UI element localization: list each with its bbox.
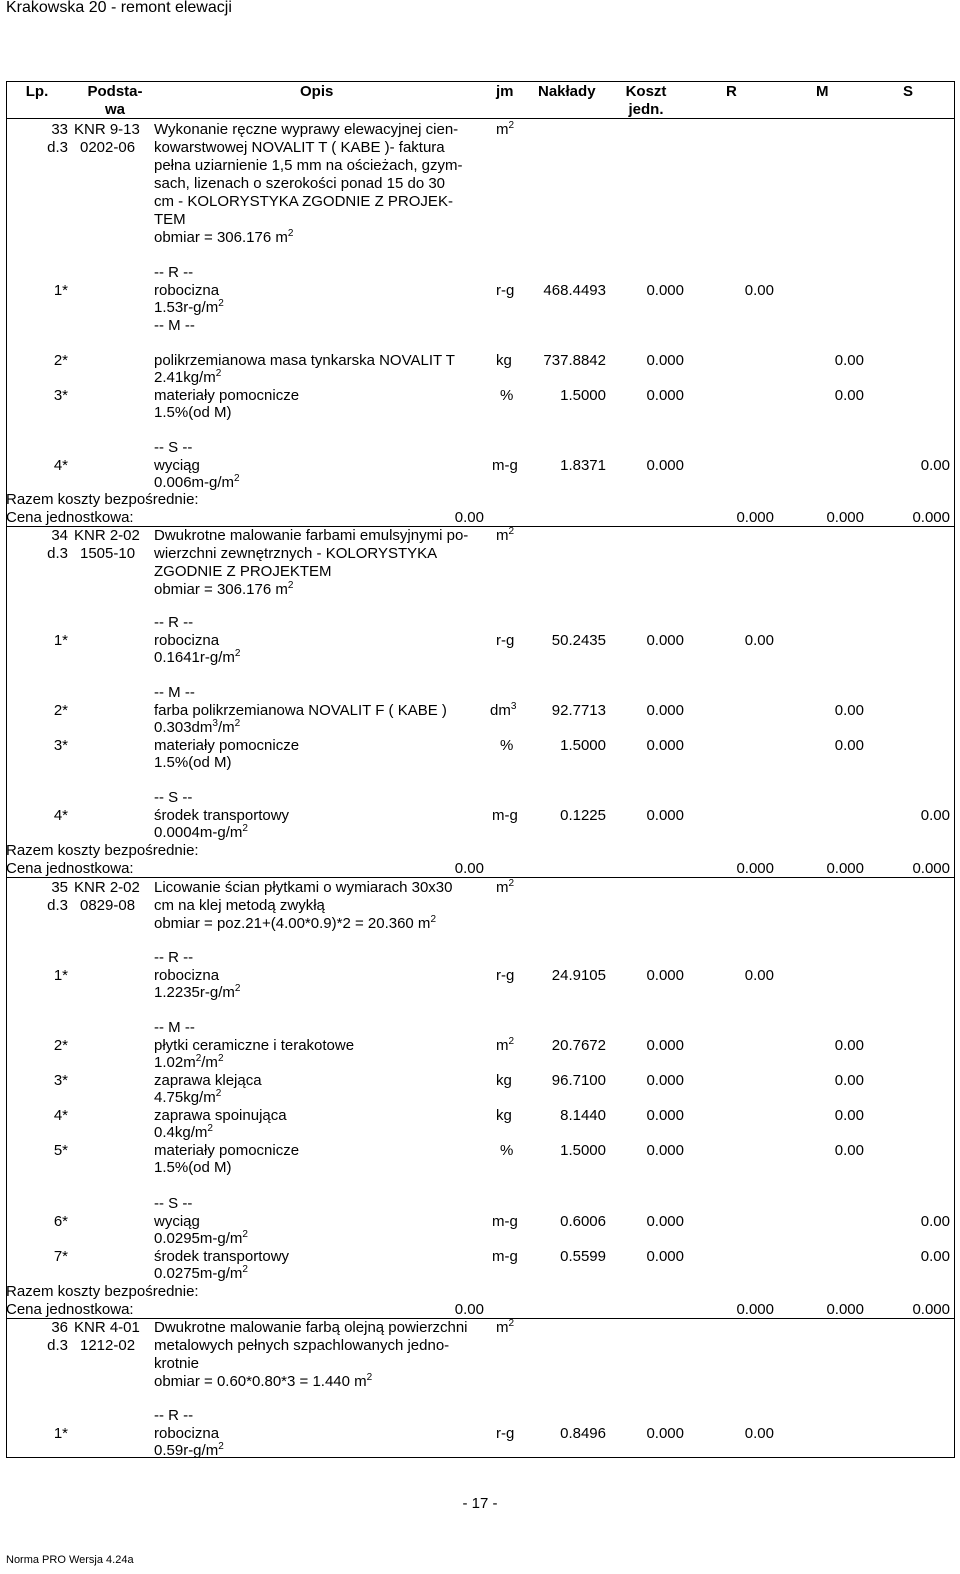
- item-lp: 4*: [53, 457, 68, 474]
- item-name: wyciąg: [154, 457, 200, 474]
- position-number: 33: [51, 121, 68, 138]
- cena-jednostkowa-label: Cena jednostkowa:: [6, 1301, 134, 1318]
- group-header-m: -- M --: [154, 1019, 195, 1036]
- item-name: polikrzemianowa masa tynkarska NOVALIT T: [154, 352, 455, 369]
- item-lp: 6*: [53, 1213, 68, 1230]
- item-quantity: 20.7672: [551, 1037, 606, 1054]
- item-lp: 5*: [53, 1142, 68, 1159]
- col-header-m: M: [816, 83, 829, 100]
- item-unit-price: 0.000: [646, 1072, 684, 1089]
- obmiar: obmiar = poz.21+(4.00*0.9)*2 = 20.360 $m^2$: [154, 914, 436, 932]
- item-unit-price: 0.000: [646, 632, 684, 649]
- position-description: sach, lizenach o szerokości ponad 15 do 30: [154, 175, 446, 192]
- item-value-m: 0.00: [834, 1142, 864, 1159]
- total-s: 0.000: [912, 860, 950, 877]
- total-r: 0.000: [736, 860, 774, 877]
- obmiar: obmiar = 306.176 $m^2$: [154, 228, 294, 246]
- item-unit: %: [500, 1142, 514, 1159]
- position-description: krotnie: [154, 1355, 200, 1372]
- item-norm: 1.5%(od M): [154, 754, 232, 771]
- item-unit-price: 0.000: [646, 352, 684, 369]
- item-norm: $0.303dm^3/m^2$: [154, 718, 241, 736]
- cena-jednostkowa-label: Cena jednostkowa:: [6, 860, 134, 877]
- col-header-jm: jm: [496, 83, 514, 100]
- position-basis: KNR 9-13: [74, 121, 140, 138]
- item-value-m: 0.00: [834, 737, 864, 754]
- item-value-r: 0.00: [744, 1425, 774, 1442]
- position-number-suffix: d.3: [47, 139, 68, 156]
- group-header-s: -- S --: [154, 1195, 193, 1212]
- item-quantity: 468.4493: [543, 282, 606, 299]
- item-value-m: 0.00: [834, 1072, 864, 1089]
- razem-label: Razem koszty bezpośrednie:: [6, 1283, 199, 1300]
- obmiar: obmiar = 0.60*0.80*3 = 1.440 $m^2$: [154, 1372, 373, 1390]
- item-name: wyciąg: [154, 1213, 200, 1230]
- item-value-r: 0.00: [744, 632, 774, 649]
- table-right-border: [954, 81, 955, 1458]
- position-number: 35: [51, 879, 68, 896]
- total-s: 0.000: [912, 509, 950, 526]
- position-basis: KNR 2-02: [74, 527, 140, 544]
- item-unit-price: 0.000: [646, 967, 684, 984]
- group-header-r: -- R --: [154, 949, 194, 966]
- item-value-m: 0.00: [834, 387, 864, 404]
- cena-jednostkowa-value: 0.00: [454, 509, 484, 526]
- col-header-opis: Opis: [300, 83, 334, 100]
- position-description: Licowanie ścian płytkami o wymiarach 30x30: [154, 879, 453, 896]
- item-name: środek transportowy: [154, 807, 290, 824]
- item-norm: $0.59r-g/m^2$: [154, 1441, 224, 1459]
- item-unit-price: 0.000: [646, 1107, 684, 1124]
- item-name: płytki ceramiczne i terakotowe: [154, 1037, 355, 1054]
- item-quantity: 92.7713: [551, 702, 606, 719]
- position-description: ZGODNIE Z PROJEKTEM: [154, 563, 332, 580]
- group-header-s: -- S --: [154, 789, 193, 806]
- position-separator: [6, 526, 955, 527]
- item-name: farba polikrzemianowa NOVALIT F ( KABE ): [154, 702, 447, 719]
- obmiar: obmiar = 306.176 $m^2$: [154, 580, 294, 598]
- item-unit: $m^2$: [496, 1036, 515, 1054]
- col-header-koszt: Koszt jedn.: [625, 83, 667, 118]
- item-norm: $2.41kg/m^2$: [154, 368, 222, 386]
- item-name: robocizna: [154, 967, 220, 984]
- position-number-suffix: d.3: [47, 1337, 68, 1354]
- position-basis: 1505-10: [80, 545, 136, 562]
- item-quantity: 1.5000: [560, 387, 606, 404]
- position-separator: [6, 877, 955, 878]
- item-unit-price: 0.000: [646, 1425, 684, 1442]
- item-norm: 1.5%(od M): [154, 1159, 232, 1176]
- item-unit: m-g: [492, 1248, 518, 1265]
- item-name: materiały pomocnicze: [154, 1142, 300, 1159]
- item-unit: r-g: [496, 632, 515, 649]
- group-header-r: -- R --: [154, 614, 194, 631]
- item-name: robocizna: [154, 1425, 220, 1442]
- group-header-s: -- S --: [154, 439, 193, 456]
- item-name: zaprawa klejąca: [154, 1072, 262, 1089]
- item-value-s: 0.00: [920, 1213, 950, 1230]
- item-quantity: 1.5000: [560, 1142, 606, 1159]
- item-unit-price: 0.000: [646, 282, 684, 299]
- item-unit: kg: [496, 1072, 512, 1089]
- item-name: robocizna: [154, 632, 220, 649]
- position-basis: KNR 4-01: [74, 1319, 140, 1336]
- item-quantity: 737.8842: [543, 352, 606, 369]
- total-m: 0.000: [826, 1301, 864, 1318]
- position-description: wierzchni zewnętrznych - KOLORYSTYKA: [154, 545, 438, 562]
- item-quantity: 24.9105: [551, 967, 606, 984]
- item-norm: $4.75kg/m^2$: [154, 1088, 222, 1106]
- col-header-podstawa: Podsta- wa: [87, 83, 143, 118]
- position-description: Dwukrotne malowanie farbą olejną powierzchni: [154, 1319, 468, 1336]
- position-number-suffix: d.3: [47, 897, 68, 914]
- total-m: 0.000: [826, 860, 864, 877]
- razem-label: Razem koszty bezpośrednie:: [6, 842, 199, 859]
- item-norm: $1.2235r-g/m^2$: [154, 983, 241, 1001]
- total-s: 0.000: [912, 1301, 950, 1318]
- position-unit: $m^2$: [496, 878, 515, 896]
- group-header-r: -- R --: [154, 1407, 194, 1424]
- item-unit: %: [500, 737, 514, 754]
- position-description: TEM: [154, 211, 186, 228]
- item-quantity: 96.7100: [551, 1072, 606, 1089]
- item-quantity: 1.5000: [560, 737, 606, 754]
- item-unit-price: 0.000: [646, 702, 684, 719]
- item-unit: %: [500, 387, 514, 404]
- table-bottom-border: [6, 1457, 955, 1458]
- item-unit-price: 0.000: [646, 457, 684, 474]
- total-m: 0.000: [826, 509, 864, 526]
- item-lp: 2*: [53, 352, 68, 369]
- group-header-r: -- R --: [154, 264, 194, 281]
- position-unit: $m^2$: [496, 526, 515, 544]
- item-lp: 2*: [53, 702, 68, 719]
- item-value-m: 0.00: [834, 702, 864, 719]
- item-quantity: 1.8371: [560, 457, 606, 474]
- item-lp: 3*: [53, 1072, 68, 1089]
- item-value-r: 0.00: [744, 282, 774, 299]
- position-unit: $m^2$: [496, 1318, 515, 1336]
- item-unit: m-g: [492, 807, 518, 824]
- item-name: materiały pomocnicze: [154, 737, 300, 754]
- item-quantity: 0.8496: [560, 1425, 606, 1442]
- item-quantity: 0.1225: [560, 807, 606, 824]
- item-lp: 4*: [53, 807, 68, 824]
- item-unit-price: 0.000: [646, 1037, 684, 1054]
- position-description: metalowych pełnych szpachlowanych jedno-: [154, 1337, 450, 1354]
- item-quantity: 50.2435: [551, 632, 606, 649]
- position-description: Dwukrotne malowanie farbami emulsyjnymi po-: [154, 527, 469, 544]
- item-norm: $0.1641r-g/m^2$: [154, 648, 241, 666]
- position-basis: KNR 2-02: [74, 879, 140, 896]
- item-unit-price: 0.000: [646, 1248, 684, 1265]
- item-norm: $0.0275m-g/m^2$: [154, 1264, 248, 1282]
- document-title: Krakowska 20 - remont elewacji: [6, 0, 232, 16]
- position-number: 34: [51, 527, 68, 544]
- item-unit-price: 0.000: [646, 387, 684, 404]
- item-lp: 1*: [53, 1425, 68, 1442]
- position-description: pełna uziarnienie 1,5 mm na ościeżach, gzym-: [154, 157, 463, 174]
- position-description: cm na klej metodą zwykłą: [154, 897, 325, 914]
- col-header-naklady: Nakłady: [538, 83, 596, 100]
- page-number: - 17 -: [462, 1495, 498, 1512]
- item-lp: 1*: [53, 967, 68, 984]
- item-quantity: 0.6006: [560, 1213, 606, 1230]
- item-unit-price: 0.000: [646, 1142, 684, 1159]
- item-norm: $0.0004m-g/m^2$: [154, 823, 248, 841]
- item-lp: 3*: [53, 737, 68, 754]
- item-unit: r-g: [496, 282, 515, 299]
- item-value-m: 0.00: [834, 352, 864, 369]
- cena-jednostkowa-label: Cena jednostkowa:: [6, 509, 134, 526]
- item-name: zaprawa spoinująca: [154, 1107, 287, 1124]
- position-description: Wykonanie ręczne wyprawy elewacyjnej cien-: [154, 121, 459, 138]
- position-basis: 0829-08: [80, 897, 136, 914]
- total-r: 0.000: [736, 1301, 774, 1318]
- total-r: 0.000: [736, 509, 774, 526]
- item-value-s: 0.00: [920, 807, 950, 824]
- item-value-r: 0.00: [744, 967, 774, 984]
- item-norm: 1.5%(od M): [154, 404, 232, 421]
- item-lp: 3*: [53, 387, 68, 404]
- item-norm: $0.006m-g/m^2$: [154, 473, 240, 491]
- item-lp: 7*: [53, 1248, 68, 1265]
- item-unit: m-g: [492, 1213, 518, 1230]
- item-value-m: 0.00: [834, 1107, 864, 1124]
- item-norm: $0.0295m-g/m^2$: [154, 1229, 248, 1247]
- col-header-s: S: [903, 83, 914, 100]
- item-value-s: 0.00: [920, 1248, 950, 1265]
- item-quantity: 0.5599: [560, 1248, 606, 1265]
- item-quantity: 8.1440: [560, 1107, 606, 1124]
- col-header-lp: Lp.: [25, 83, 49, 100]
- group-header-m: -- M --: [154, 684, 195, 701]
- cena-jednostkowa-value: 0.00: [454, 860, 484, 877]
- position-basis: 1212-02: [80, 1337, 136, 1354]
- item-name: robocizna: [154, 282, 220, 299]
- item-lp: 4*: [53, 1107, 68, 1124]
- item-unit: kg: [496, 1107, 512, 1124]
- position-basis: 0202-06: [80, 139, 136, 156]
- item-unit: kg: [496, 352, 512, 369]
- item-lp: 2*: [53, 1037, 68, 1054]
- position-separator: [6, 1318, 955, 1319]
- razem-label: Razem koszty bezpośrednie:: [6, 491, 199, 508]
- item-unit-price: 0.000: [646, 807, 684, 824]
- position-description: cm - KOLORYSTYKA ZGODNIE Z PROJEK-: [154, 193, 453, 210]
- item-unit-price: 0.000: [646, 1213, 684, 1230]
- item-name: środek transportowy: [154, 1248, 290, 1265]
- item-unit: r-g: [496, 1425, 515, 1442]
- item-unit: m-g: [492, 457, 518, 474]
- item-norm: $0.4kg/m^2$: [154, 1123, 213, 1141]
- item-name: materiały pomocnicze: [154, 387, 300, 404]
- item-unit: r-g: [496, 967, 515, 984]
- item-norm: $1.53r-g/m^2$: [154, 298, 224, 316]
- item-lp: 1*: [53, 632, 68, 649]
- col-header-r: R: [726, 83, 737, 100]
- item-lp: 1*: [53, 282, 68, 299]
- cena-jednostkowa-value: 0.00: [454, 1301, 484, 1318]
- position-number: 36: [51, 1319, 68, 1336]
- item-norm: $1.02m^2/m^2$: [154, 1053, 224, 1071]
- table-top-border: [6, 81, 955, 82]
- position-description: kowarstwowej NOVALIT T ( KABE )- faktura: [154, 139, 445, 156]
- item-unit-price: 0.000: [646, 737, 684, 754]
- position-unit: $m^2$: [496, 120, 515, 138]
- table-left-border: [6, 81, 7, 1458]
- position-number-suffix: d.3: [47, 545, 68, 562]
- group-header-m: -- M --: [154, 317, 195, 334]
- item-value-m: 0.00: [834, 1037, 864, 1054]
- item-value-s: 0.00: [920, 457, 950, 474]
- software-version: Norma PRO Wersja 4.24a: [6, 1554, 134, 1566]
- item-unit: $dm^3$: [490, 701, 517, 719]
